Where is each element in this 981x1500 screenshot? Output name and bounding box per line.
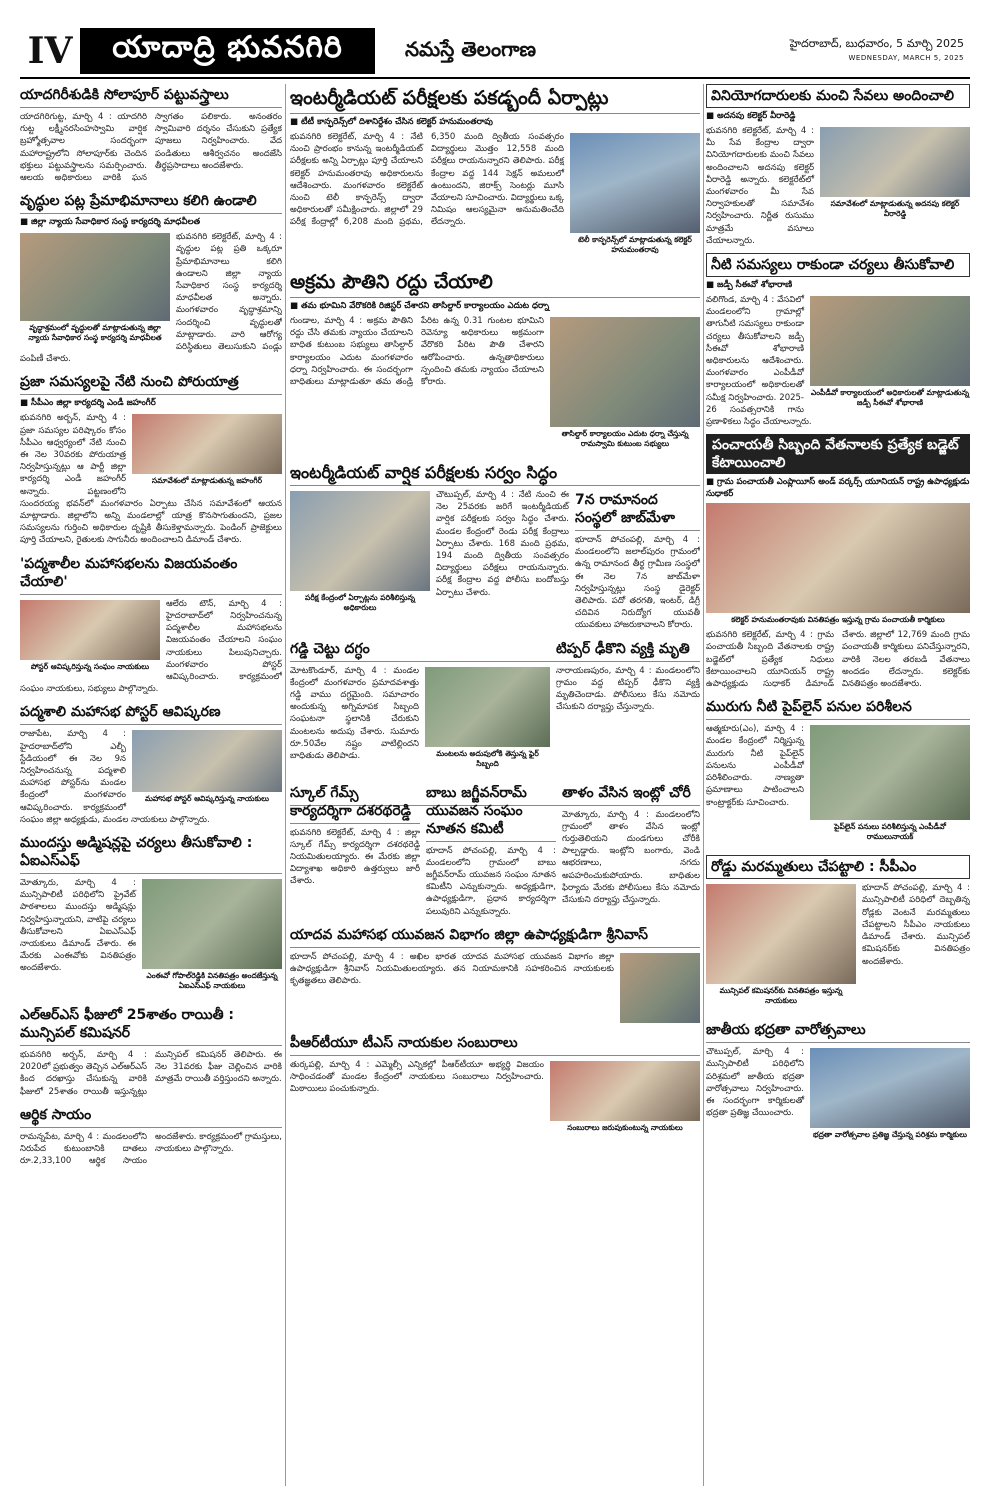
story-pipeline <box>706 696 970 849</box>
story-body: భూదాన్‌ పోచంపల్లి, మార్చి 4 : మండలంలోని గ్రామంలో బాబు జగ్జీవన్‌రామ్‌ యువజన సంఘం నూతన కమిటీని ఎన్నుకున్నారు. అధ్యక్షుడిగా, ఉపాధ్యక్షుడిగా, ప్రధాన కార్యదర్శిగా పలువురిని ఎన్నుకున్నారు. <box>426 845 556 917</box>
story-body: ఆలేరు టౌన్‌, మార్చి 4 : హైదరాబాద్‌లో నిర్వహించనున్న పద్మశాలీల మహాసభలను విజయవంతం చేయాలని సంఘం నాయకులు పిలుపునిచ్చారు. మంగళవారం పోస్టర్‌ ఆవిష్కరించారు. కార్యక్రమంలో సంఘం నాయకులు, సభ్యులు పాల్గొన్నారు. <box>20 598 282 695</box>
headline: గడ్డి చెట్టు దగ్ధం <box>290 638 550 662</box>
headline: అక్రమ పౌతిని రద్దు చేయాలి <box>290 268 700 298</box>
story-solapur-silk <box>20 84 282 184</box>
story-inter-exams <box>290 84 700 262</box>
story-body: భూదాన్‌ పోచంపల్లి, మార్చి 4 : మండలంలోని జలాల్‌పురం గ్రామంలో ఉన్న రామానంద తీర్థ గ్రామీణ సంస్థలో ఈ నెల 7న జాబ్‌మేళా నిర్వహిస్తున్నట్లు సంస్థ డైరెక్టర్‌ తెలిపారు. పదో తరగతి, ఇంటర్‌, డిగ్రీ చదివిన నిరుద్యోగ యువతీ యువకులు హాజరుకావాలని కోరారు. <box>575 535 700 631</box>
portrait-photo <box>620 953 700 1023</box>
headline: మురుగు నీటి పైప్‌లైన్‌ పనుల పరిశీలన <box>706 696 970 720</box>
news-photo <box>290 491 430 591</box>
district-title: యాదాద్రి భువనగిరి <box>80 28 375 74</box>
newspaper-brand: నమస్తే తెలంగాణ <box>405 36 537 61</box>
story-body: యాదగిరిగుట్ట, మార్చి 4 : యాదగిరి గుట్ట లక్ష్మీనరసింహస్వామి వార్షిక బ్రహ్మోత్సవాల సందర్భంగా మహారాష్ట్రలోని సోలాపూర్‌కు చెందిన భక్తులు పట్టువస్త్రాలను సమర్పించారు. ఆలయ అధికారులు వారికి ఘన స్వాగతం పలికారు. అనంతరం స్వామివారి దర్శనం చేసుకుని ప్రత్యేక పూజలు నిర్వహించారు. వేద పండితులు ఆశీర్వచనం అందజేసి తీర్థప్రసాదాలు అందజేశారు. <box>20 112 282 184</box>
headline: ఆర్థిక సాయం <box>20 1104 282 1128</box>
column-center <box>290 84 700 1146</box>
headline: ముందస్తు అడ్మిషన్లపై చర్యలు తీసుకోవాలి : ఏఐఎస్‌ఎఫ్‌ <box>20 832 282 874</box>
headline: టిప్పర్‌ ఢీకొని వ్యక్తి మృతి <box>290 638 700 662</box>
news-photo <box>132 730 282 792</box>
headline: యాదవ మహాసభ యువజన విభాగం జిల్లా ఉపాధ్యక్షుడిగా శ్రీనివాస్‌ <box>290 924 700 948</box>
jagjivan-block <box>426 782 556 918</box>
story-body: భువనగిరి కలెక్టరేట్‌, మార్చి 4 : నేటి నుంచి ప్రారంభం కానున్న ఇంటర్మీడియట్‌ పరీక్షలకు అన్ని ఏర్పాట్లు పూర్తి చేయాలని కలెక్టర్‌ హనుమంతరావు అధికారులను ఆదేశించారు. మంగళవారం కలెక్టరేట్‌ నుంచి టెలీ కాన్ఫరెన్స్‌ ద్వారా అధికారులతో సమీక్షించారు. జిల్లాలో 29 పరీక్ష కేంద్రాల్లో 6,208 మంది ప్రథమ, 6,350 మంది ద్వితీయ సంవత్సరం విద్యార్థులు మొత్తం 12,558 మంది పరీక్షలు రాయనున్నారని తెలిపారు. పరీక్ష కేంద్రాల వద్ద 144 సెక్షన్‌ అమలులో ఉంటుందని, జిరాక్స్‌ సెంటర్లు మూసి వేయాలని సూచించారు. విద్యార్థులు ఒక్క నిమిషం ఆలస్యమైనా అనుమతించేది లేదన్నారు. <box>290 132 564 228</box>
column-left <box>20 84 282 1173</box>
news-photo <box>550 1061 700 1121</box>
photo-block <box>810 296 970 412</box>
page-number: IV <box>20 28 80 74</box>
photo-caption: భద్రతా వారోత్సవాల ప్రతిజ్ఞ చేస్తున్న పరిశ్రమ కార్మికులు <box>813 1130 967 1140</box>
headline: స్కూల్‌ గేమ్స్‌ కార్యదర్శిగా దశరథరెడ్డి <box>290 782 420 824</box>
photo-caption: వృద్ధాశ్రమంలో వృద్ధులతో మాట్లాడుతున్న జిల్లా న్యాయ సేవాధికార సంస్థ కార్యదర్శి మాధవీలత <box>28 323 162 343</box>
story-body: ఆత్మకూరు(ఎం), మార్చి 4 : మండల కేంద్రంలో నిర్మిస్తున్న మురుగు నీటి పైప్‌లైన్‌ పనులను ఎంపీడీవో పరిశీలించారు. నాణ్యతా ప్రమాణాలు పాటించాలని కాంట్రాక్టర్‌కు సూచించారు. <box>706 724 804 808</box>
news-photo <box>425 667 550 747</box>
headline: తాళం వేసిన ఇంట్లో చోరీ <box>290 782 700 806</box>
story-body: చౌటుప్పల్‌, మార్చి 4 : నేటి నుంచి ఈ నెల 25వరకు జరిగే ఇంటర్మీడియట్‌ వార్షిక పరీక్షలకు సర్వం సిద్ధం చేశారు. మండల కేంద్రంలో రెండు పరీక్ష కేంద్రాలు ఏర్పాటు చేశారు. 168 మంది ప్రథమ, 194 మంది ద్వితీయ సంవత్సరం విద్యార్థులు పరీక్షలు రాయనున్నారు. పరీక్ష కేంద్రాల వద్ద పోలీసు బందోబస్తు ఏర్పాటు చేశారు. <box>436 490 569 598</box>
column-divider <box>703 84 704 1486</box>
photo-block <box>132 730 282 808</box>
byline: ■ తమ భూమిని వేరొకరికి రిజిస్టర్‌ చేశారని తాసిల్దార్‌ కార్యాలయం ఎదుట ధర్నా <box>290 301 700 313</box>
news-photo <box>20 600 160 660</box>
story-body: రామన్నపేట, మార్చి 4 : మండలంలోని నిరుపేద కుటుంబానికి దాతలు రూ.2,33,100 ఆర్థిక సాయం అందజేశారు. కార్యక్రమంలో గ్రామస్తులు, నాయకులు పాల్గొన్నారు. <box>20 1131 282 1167</box>
photo-caption: పైప్‌లైన్‌ పనులు పరిశీలిస్తున్న ఎంపీడీవో రాములునాయక్‌ <box>834 822 946 842</box>
photo-caption: పరీక్ష కేంద్రంలో ఏర్పాట్లను పరిశీలిస్తున్న అధికారులు <box>304 593 416 612</box>
headline: ఇంటర్మీడియట్‌ వార్షిక పరీక్షలకు సర్వం సిద్ధం <box>290 462 700 486</box>
news-photo <box>706 503 970 613</box>
photo-caption: ఎంపీడీవో కార్యాలయంలో అధికారులతో మాట్లాడుతున్న జడ్పీ సీఈవో శోభారాణి <box>810 388 970 408</box>
story-aisf <box>20 832 282 998</box>
news-photo <box>550 317 700 427</box>
photo-block <box>290 491 430 617</box>
headline: యాదగిరీశుడికి సోలాపూర్‌ పట్టువస్త్రాలు <box>20 84 282 108</box>
news-photo <box>810 1048 970 1128</box>
photo-block <box>706 884 856 1010</box>
story-padmashali-2 <box>20 701 282 826</box>
byline: ■ గ్రామ పంచాయతీ ఎంప్లాయీస్‌ అండ్‌ వర్కర్స్‌ యూనియన్‌ రాష్ట్ర ఉపాధ్యక్షుడు సుధాకర్‌ <box>706 477 970 501</box>
photo-caption: తాసిల్దార్‌ కార్యాలయం ఎదుట ధర్నా చేస్తున్న రామస్వామి కుటుంబ సభ్యులు <box>561 429 689 448</box>
headline: పంచాయతీ సిబ్బంది వేతనాలకు ప్రత్యేక బడ్జెట్‌ కేటాయించాలి <box>706 434 970 474</box>
headline: రోడ్డు మరమ్మతులు చేపట్టాలి : సీపీఎం <box>706 855 970 879</box>
story-body: నారాయణపురం, మార్చి 4 : మండలంలోని గ్రామం వద్ద టిప్పర్‌ ఢీకొని వ్యక్తి మృతిచెందాడు. పోలీసులు కేసు నమోదు చేసుకుని దర్యాప్తు చేస్తున్నారు. <box>556 665 700 713</box>
news-photo <box>142 879 282 969</box>
story-body: భువనగిరి కలెక్టరేట్‌, మార్చి 4 : గ్రామ పంచాయతీ సిబ్బంది వేతనాలకు రాష్ట్ర బడ్జెట్‌లో ప్రత్యేక నిధులు కేటాయించాలని యూనియన్‌ రాష్ట్ర ఉపాధ్యక్షుడు సుధాకర్‌ డిమాండ్‌ చేశారు. జిల్లాలో 12,769 మంది గ్రామ పంచాయతీ కార్మికులు పనిచేస్తున్నారని, వారికి నెలల తరబడి వేతనాలు అందడం లేదన్నారు. కలెక్టర్‌కు వినతిపత్రం అందజేశారు. <box>706 630 970 690</box>
byline: ■ టీటీ కాన్ఫరెన్స్‌లో దిశానిర్దేశం చేసిన కలెక్టర్‌ హనుమంతరావు <box>290 117 700 129</box>
headline: 'పద్మశాలీల మహాసభలను విజయవంతం చేయాలి' <box>20 553 282 595</box>
story-cpm-yatra <box>20 371 282 546</box>
story-water <box>706 253 970 428</box>
dateline <box>790 36 964 66</box>
photo-block <box>132 414 282 490</box>
story-body: చౌటుప్పల్‌, మార్చి 4 : మున్సిపాలిటీ పరిధిలోని పరిశ్రమలో జాతీయ భద్రతా వారోత్సవాలు నిర్వహించారు. ఈ సందర్భంగా కార్మికులతో భద్రతా ప్రతిజ్ఞ చేయించారు. <box>706 1047 804 1119</box>
story-body: భువనగిరి కలెక్టరేట్‌, మార్చి 4 : జిల్లా స్కూల్‌ గేమ్స్‌ కార్యదర్శిగా దశరథరెడ్డి నియమితులయ్యారు. ఈ మేరకు జిల్లా విద్యాశాఖ అధికారి ఉత్తర్వులు జారీ చేశారు. <box>290 827 420 887</box>
story-safety-week <box>706 1019 970 1147</box>
story-fire <box>290 638 700 776</box>
story-body: గుండాల, మార్చి 4 : అక్రమ పౌతిని రద్దు చేసి తమకు న్యాయం చేయాలని బాధిత కుటుంబ సభ్యులు తాసిల్దార్‌ కార్యాలయం ఎదుట మంగళవారం ధర్నా నిర్వహించారు. ఈ సందర్భంగా బాధితులు మాట్లాడుతూ తమ తండ్రి పేరిట ఉన్న 0.31 గుంటల భూమిని రెవెన్యూ అధికారులు అక్రమంగా వేరొకరి పేరిట పౌతి చేశారని ఆరోపించారు. ఉన్నతాధికారులు స్పందించి తమకు న్యాయం చేయాలని కోరారు. <box>290 316 544 388</box>
photo-caption: పోస్టర్‌ ఆవిష్కరిస్తున్న సంఘం నాయకులు <box>30 661 150 671</box>
story-body: భూదాన్‌ పోచంపల్లి, మార్చి 4 : మున్సిపాలిటీ పరిధిలో దెబ్బతిన్న రోడ్లకు వెంటనే మరమ్మతులు చేపట్టాలని సీపీఎం నాయకులు డిమాండ్‌ చేశారు. మున్సిపల్‌ కమిషనర్‌కు వినతిపత్రం అందజేశారు. <box>862 883 970 967</box>
news-photo <box>20 233 170 321</box>
story-meeseva <box>706 84 970 247</box>
brand-bar <box>375 28 970 74</box>
story-aid <box>20 1104 282 1168</box>
story-lrs <box>20 1004 282 1098</box>
date-english: WEDNESDAY, MARCH 5, 2025 <box>848 54 964 62</box>
story-body: భువనగిరి అర్బన్‌, మార్చి 4 : ప్రజా సమస్యల పరిష్కారం కోసం సీపీఎం ఆధ్వర్యంలో నేటి నుంచి ఈ నెల 30వరకు పోరుయాత్ర నిర్వహిస్తున్నట్లు ఆ పార్టీ జిల్లా కార్యదర్శి ఎండీ జహంగీర్‌ అన్నారు. పట్టణంలోని సుందరయ్య భవన్‌లో మంగళవారం ఏర్పాటు చేసిన సమావేశంలో ఆయన మాట్లాడారు. జిల్లాలోని అన్ని మండలాల్లో యాత్ర కొనసాగుతుందని, ప్రజల సమస్యలను గుర్తించి అధికారుల దృష్టికి తీసుకెళ్తామన్నారు. పెండింగ్‌ ప్రాజెక్టులు పూర్తి చేయాలని, రైతులకు సాగునీరు అందించాలని డిమాండ్‌ చేశారు. <box>20 413 282 546</box>
headline: ఎల్‌ఆర్‌ఎస్‌ ఫీజులో 25శాతం రాయితీ : మున్సిపల్‌ కమిషనర్‌ <box>20 1004 282 1046</box>
story-body: రాజాపేట, మార్చి 4 : హైదరాబాద్‌లోని ఎల్బీ స్టేడియంలో ఈ నెల 9న నిర్వహించనున్న పద్మశాలి మహాసభ పోస్టర్‌ను మండల కేంద్రంలో మంగళవారం ఆవిష్కరించారు. కార్యక్రమంలో సంఘం జిల్లా అధ్యక్షుడు, మండల నాయకులు పాల్గొన్నారు. <box>20 729 210 825</box>
sidebar-story <box>575 489 700 632</box>
photo-caption: ఎంఈవో గోపాల్‌రెడ్డికి వినతిపత్రం అందజేస్తున్న ఏఐఎస్‌ఎఫ్‌ నాయకులు <box>146 970 278 990</box>
story-body: భువనగిరి కలెక్టరేట్‌, మార్చి 4 : వృద్ధుల పట్ల ప్రతి ఒక్కరూ ప్రేమాభిమానాలు కలిగి ఉండాలని జిల్లా న్యాయ సేవాధికార సంస్థ కార్యదర్శి మాధవీలత అన్నారు. మంగళవారం వృద్ధాశ్రమాన్ని సందర్శించి వృద్ధులతో మాట్లాడారు. వారి ఆరోగ్య పరిస్థితులు తెలుసుకుని పండ్లు పంపిణీ చేశారు. <box>20 232 282 365</box>
headline: పద్మశాలి మహాసభ పోస్టర్‌ ఆవిష్కరణ <box>20 701 282 725</box>
byline: ■ జడ్పీ సీఈవో శోభారాణి <box>706 280 970 292</box>
photo-block <box>570 133 700 259</box>
story-body: మోత్కూరు, మార్చి 4 : మున్సిపాలిటీ పరిధిలోని ప్రైవేట్‌ పాఠశాలలు ముందస్తు అడ్మిషన్లు నిర్వహిస్తున్నాయని, వాటిపై చర్యలు తీసుకోవాలని ఏఐఎస్‌ఎఫ్‌ నాయకులు డిమాండ్‌ చేశారు. ఈ మేరకు ఎంఈవోకు వినతిపత్రం అందజేశారు. <box>20 877 136 974</box>
news-photo <box>132 414 282 474</box>
headline: పీఆర్‌టీయూ టీఎస్‌ నాయకుల సంబురాలు <box>290 1032 700 1056</box>
photo-block <box>425 667 550 773</box>
news-photo <box>820 127 970 197</box>
photo-caption: సమావేశంలో మాట్లాడుతున్న జహంగీర్‌ <box>151 476 263 486</box>
photo-block <box>550 1061 700 1137</box>
byline: ■ అదనపు కలెక్టర్‌ వీరారెడ్డి <box>706 111 970 123</box>
masthead-rule <box>20 77 970 79</box>
photo-caption: మహాసభ పోస్టర్‌ ఆవిష్కరిస్తున్న నాయకులు <box>145 794 269 804</box>
news-photo <box>810 296 970 386</box>
column-right <box>706 84 970 1153</box>
photo-caption: సంబురాలు జరుపుకుంటున్న నాయకులు <box>567 1122 683 1132</box>
date-telugu: హైదరాబాద్, బుధవారం, 5 మార్చి 2025 <box>789 37 964 50</box>
headline: వినియోగదారులకు మంచి సేవలు అందించాలి <box>706 84 970 108</box>
byline: ■ సీపీఎం జిల్లా కార్యదర్శి ఎండీ జహంగీర్‌ <box>20 398 282 410</box>
masthead <box>20 28 970 74</box>
story-body: మోత్కూరు, మార్చి 4 : మండలంలోని గ్రామంలో తాళం వేసిన ఇంట్లో గుర్తుతెలియని దుండగులు చోరీకి పాల్పడ్డారు. ఇంట్లోని బంగారు, వెండి ఆభరణాలు, నగదు అపహరించుకుపోయారు. బాధితుల ఫిర్యాదు మేరకు పోలీసులు కేసు నమోదు చేసుకుని దర్యాప్తు చేస్తున్నారు. <box>562 809 700 906</box>
photo-caption: సమావేశంలో మాట్లాడుతున్న అదనపు కలెక్టర్‌ వీరారెడ్డి <box>830 199 960 218</box>
column-divider <box>285 84 286 1486</box>
story-pair <box>290 782 700 918</box>
school-games-block <box>290 782 420 888</box>
photo-block <box>20 233 170 347</box>
story-illegal-pouthi <box>290 268 700 456</box>
news-photo <box>570 133 700 233</box>
photo-caption: కలెక్టర్‌ హనుమంతరావుకు వినతిపత్రం ఇస్తున్న గ్రామ పంచాయతీ కార్మికులు <box>731 615 945 625</box>
headline: వృద్ధుల పట్ల ప్రేమాభిమానాలు కలిగి ఉండాలి <box>20 190 282 214</box>
byline: ■ జిల్లా న్యాయ సేవాధికార సంస్థ కార్యదర్శి మాధవీలత <box>20 217 282 229</box>
story-roads <box>706 855 970 1013</box>
photo-caption: మున్సిపల్‌ కమిషనర్‌కు వినతిపత్రం ఇస్తున్న నాయకులు <box>719 986 843 1006</box>
photo-block <box>20 600 160 676</box>
news-photo <box>810 725 970 820</box>
photo-block <box>142 879 282 995</box>
photo-block <box>810 1048 970 1144</box>
story-panchayat-wages <box>706 434 970 690</box>
headline: 7న రామానంద సంస్థలో జాబ్‌మేళా <box>575 489 700 531</box>
story-body: భువనగిరి అర్బన్‌, మార్చి 4 : 2020లో ప్రభుత్వం తెచ్చిన ఎల్‌ఆర్‌ఎస్‌ కింద దరఖాస్తు చేసుకున్న వారికి ఫీజులో 25శాతం రాయితీ ఇస్తున్నట్లు మున్సిపల్‌ కమిషనర్‌ తెలిపారు. ఈ నెల 31వరకు ఫీజు చెల్లించిన వారికి మాత్రమే రాయితీ వర్తిస్తుందని అన్నారు. <box>20 1049 282 1097</box>
photo-block <box>810 725 970 846</box>
story-body: వలిగొండ, మార్చి 4 : వేసవిలో మండలంలోని గ్రామాల్లో తాగునీటి సమస్యలు రాకుండా చర్యలు తీసుకోవాలని జడ్పీ సీఈవో శోభారాణి అధికారులను ఆదేశించారు. మంగళవారం ఎంపీడీవో కార్యాలయంలో అధికారులతో సమీక్ష నిర్వహించారు. 2025-26 సంవత్సరానికి గాను ప్రణాళికలు సిద్ధం చేయాలన్నారు. <box>706 295 812 428</box>
headline: బాబు జగ్జీవన్‌రామ్‌ యువజన సంఘం నూతన కమిటీ <box>426 782 556 842</box>
photo-caption: టెలీ కాన్ఫరెన్స్‌లో మాట్లాడుతున్న కలెక్టర్‌ హనుమంతరావు <box>578 235 692 254</box>
headline: ప్రజా సమస్యలపై నేటి నుంచి పోరుయాత్ర <box>20 371 282 395</box>
story-prtu <box>290 1032 700 1140</box>
story-padmashali-1 <box>20 553 282 696</box>
fire-block <box>290 638 550 776</box>
photo-block <box>820 127 970 223</box>
photo-block <box>550 317 700 453</box>
story-body: మోటకొండూర్‌, మార్చి 4 : మండల కేంద్రంలో మంగళవారం ప్రమాదవశాత్తు గడ్డి వాము దగ్ధమైంది. సమాచారం అందుకున్న అగ్నిమాపక సిబ్బంది సంఘటనా స్థలానికి చేరుకుని మంటలను అదుపు చేశారు. సుమారు రూ.50వేల నష్టం వాటిల్లిందని బాధితుడు తెలిపాడు. <box>290 665 419 762</box>
story-body: తుర్కపల్లి, మార్చి 4 : ఎమ్మెల్సీ ఎన్నికల్లో పీఆర్‌టీయూ అభ్యర్థి విజయం సాధించడంతో మండల కేంద్రంలో నాయకులు సంబురాలు నిర్వహించారు. మిఠాయిలు పంచుకున్నారు. <box>290 1059 544 1095</box>
story-yadava <box>290 924 700 1026</box>
story-body: భువనగిరి కలెక్టరేట్‌, మార్చి 4 : మీ సేవ కేంద్రాల ద్వారా వినియోగదారులకు మంచి సేవలు అందించాలని అదనపు కలెక్టర్‌ వీరారెడ్డి అన్నారు. కలెక్టరేట్‌లో మంగళవారం మీ సేవ నిర్వాహకులతో సమావేశం నిర్వహించారు. నిర్ణీత రుసుము మాత్రమే వసూలు చేయాలన్నారు. <box>706 126 814 246</box>
photo-caption: మంటలను అదుపులోకి తెస్తున్న ఫైర్‌ సిబ్బంది <box>436 748 539 768</box>
lead-headline: ఇంటర్మీడియట్‌ పరీక్షలకు పకడ్బందీ ఏర్పాట్లు <box>290 84 700 114</box>
story-inter-ready <box>290 462 700 632</box>
photo-block <box>620 953 700 1023</box>
headline: నీటి సమస్యలు రాకుండా చర్యలు తీసుకోవాలి <box>706 253 970 277</box>
story-body: భూదాన్‌ పోచంపల్లి, మార్చి 4 : అఖిల భారత యాదవ మహాసభ యువజన విభాగం జిల్లా ఉపాధ్యక్షుడిగా శ్రీనివాస్‌ నియమితులయ్యారు. తన నియామకానికి సహకరించిన నాయకులకు కృతజ్ఞతలు తెలిపారు. <box>290 951 614 987</box>
news-photo <box>706 884 856 984</box>
story-elders <box>20 190 282 365</box>
headline: జాతీయ భద్రతా వారోత్సవాలు <box>706 1019 970 1043</box>
